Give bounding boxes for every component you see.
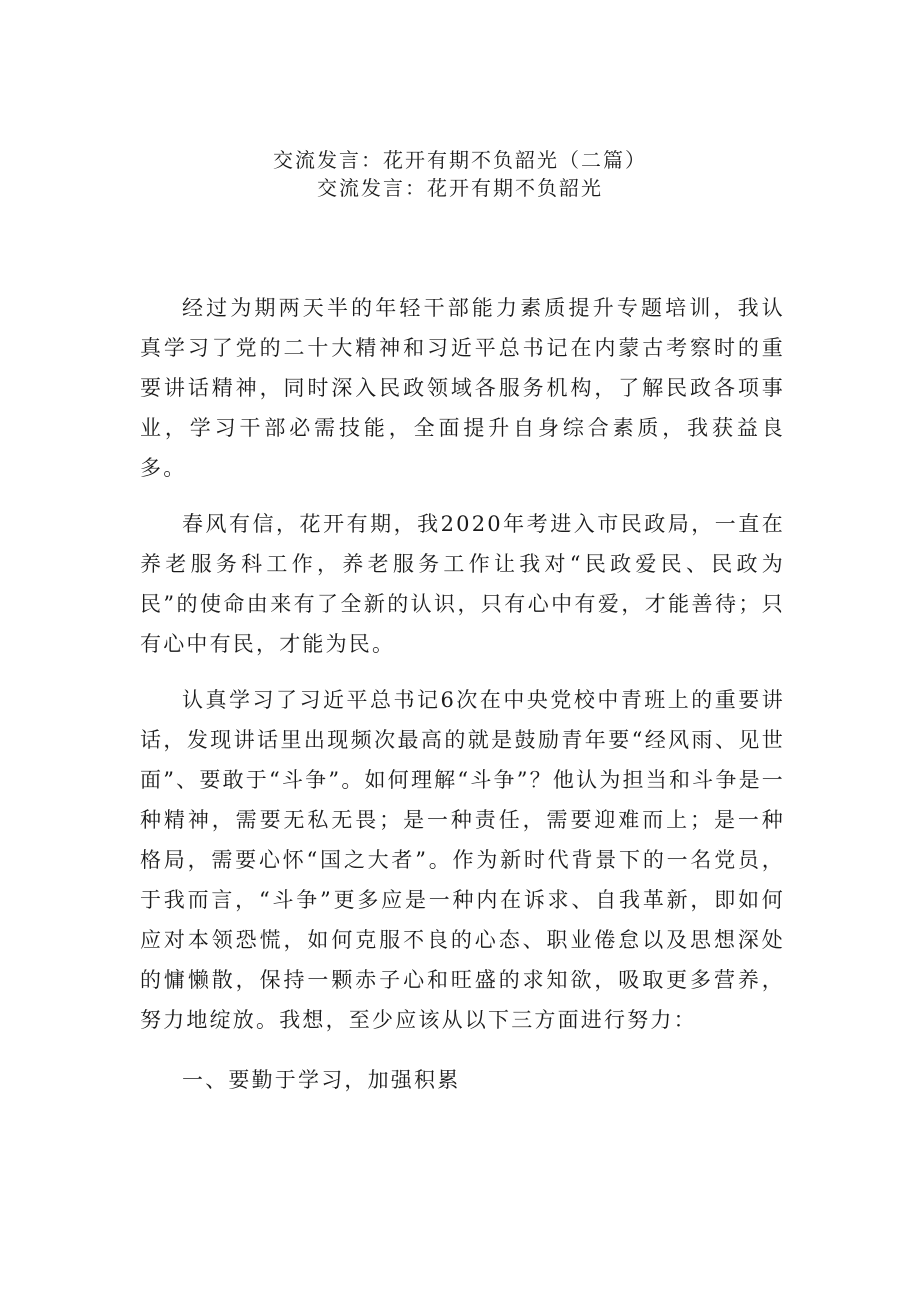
title-block <box>0 146 920 202</box>
document-title: 交流发言：花开有期不负韶光（二篇） <box>273 148 647 172</box>
paragraph-struggle: 认真学习了习近平总书记6次在中央党校中青班上的重要讲话，发现讲话里出现频次最高的就是鼓励青年要“经风雨、见世面”、要敢于“斗争”。如何理解“斗争”？他认为担当和斗争是一种精神，需要无私无畏；是一种责任，需要迎难而上；是一种格局，需要心怀“国之大者”。作为新时代背景下的一名党员，于我而言，“斗争”更多应是一种内在诉求、自我革新，即如何应对本领恐慌，如何克服不良的心态、职业倦怠以及思想深处的慵懒散，保持一颗赤子心和旺盛的求知欲，吸取更多营养，努力地绽放。我想，至少应该从以下三方面进行努力： <box>140 688 785 1032</box>
paragraph-intro: 经过为期两天半的年轻干部能力素质提升专题培训，我认真学习了党的二十大精神和习近平总书记在内蒙古考察时的重要讲话精神，同时深入民政领域各服务机构，了解民政各项事业，学习干部必需技能，全面提升自身综合素质，我获益良多。 <box>140 296 785 480</box>
body-text <box>140 288 785 1116</box>
document-subtitle: 交流发言：花开有期不负韶光 <box>317 176 603 200</box>
paragraph-spring: 春风有信，花开有期，我2020年考进入市民政局，一直在养老服务科工作，养老服务工作让我对“民政爱民、民政为民”的使命由来有了全新的认识，只有心中有爱，才能善待；只有心中有民，才能为民。 <box>140 512 785 656</box>
section-heading: 一、要勤于学习，加强积累 <box>182 1068 461 1092</box>
